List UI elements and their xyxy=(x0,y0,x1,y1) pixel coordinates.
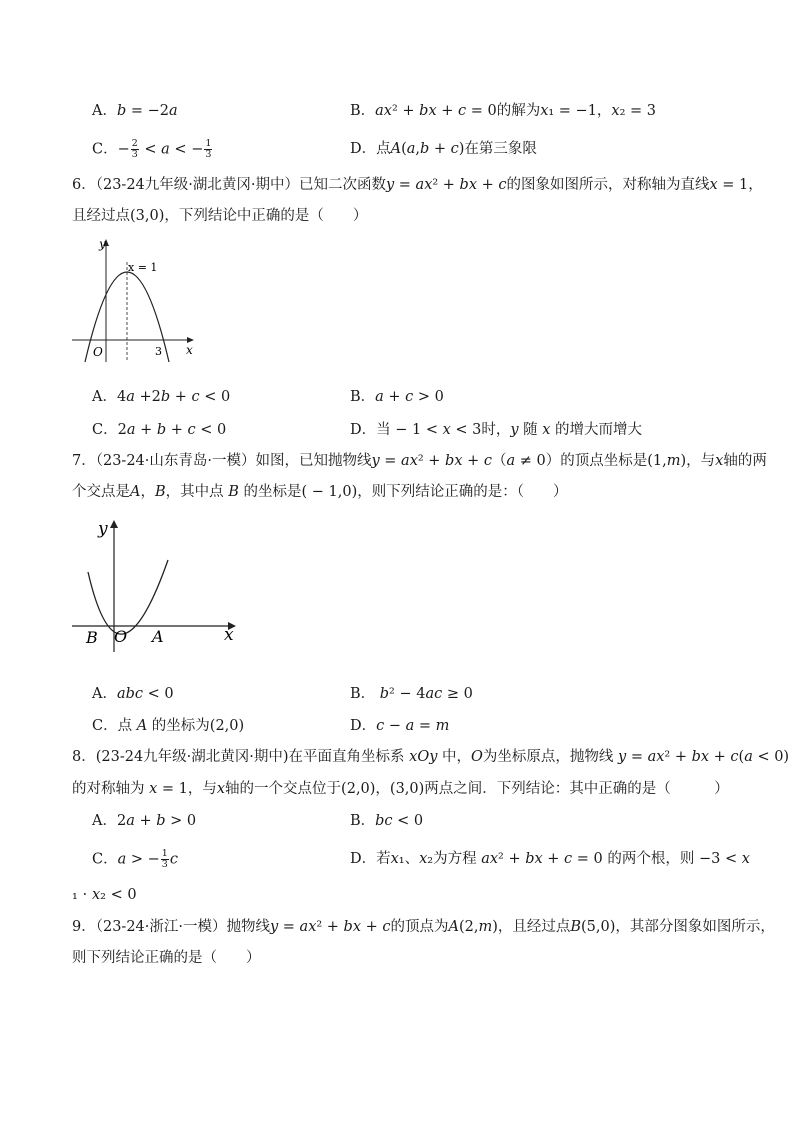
q7-option-b: B． 𝑏² − 4𝑎𝑐 ≥ 0 xyxy=(350,686,473,702)
frac-denominator: 3 xyxy=(161,859,168,870)
q5-option-c-prefix: C． xyxy=(92,141,118,158)
q5-option-c xyxy=(92,139,213,160)
q7-y-label: y xyxy=(98,519,108,539)
q6-three-label: 3 xyxy=(155,345,162,358)
q8-option-c xyxy=(92,849,178,870)
q7-option-c: C．点 𝐴 的坐标为(2,0) xyxy=(92,718,245,734)
q8-option-b: B．𝑏𝑐 < 0 xyxy=(350,813,424,829)
q7-x-label: x xyxy=(224,625,234,645)
q6-parabola-figure xyxy=(68,234,198,364)
q9-stem-line2: 则下列结论正确的是（ ） xyxy=(72,950,261,966)
q7-origin-label: O xyxy=(114,627,128,646)
q5-option-b: B．𝑎𝑥² + 𝑏𝑥 + 𝑐 = 0的解为𝑥₁ = −1，𝑥₂ = 3 xyxy=(350,103,657,119)
q8-stem-line2: 的对称轴为 𝑥 = 1，与𝑥轴的一个交点位于(2,0)，(3,0)两点之间．下列结论：其中正确的是（ ） xyxy=(72,781,729,797)
q7-option-a: A．𝑎𝑏𝑐 < 0 xyxy=(92,686,174,702)
q8-option-c-frac xyxy=(161,849,169,870)
q8-stem-line1: 8．(23-24九年级·湖北黄冈·期中)在平面直角坐标系 𝑥𝑂𝑦 中，𝑂为坐标原点，抛物线 𝑦 = 𝑎𝑥² + 𝑏𝑥 + 𝑐(𝑎 < 0) xyxy=(72,749,790,765)
q8-option-c-suffix: 𝑐 xyxy=(169,851,178,868)
q6-x-label: x xyxy=(186,343,193,357)
q5-option-c-frac1 xyxy=(131,139,139,160)
q6-option-c: C．2𝑎 + 𝑏 + 𝑐 < 0 xyxy=(92,422,227,438)
q7-a-label: A xyxy=(152,627,164,646)
q6-option-a: A．4𝑎 +2𝑏 + 𝑐 < 0 xyxy=(92,389,231,405)
q6-stem-line2: 且经过点(3,0)，下列结论中正确的是（ ） xyxy=(72,208,368,224)
q8-option-a: A．2𝑎 + 𝑏 > 0 xyxy=(92,813,197,829)
q5-option-a: A．𝑏 = −2𝑎 xyxy=(92,103,178,119)
q7-stem-line1: 7．（23-24·山东青岛·一模）如图，已知抛物线𝑦 = 𝑎𝑥² + 𝑏𝑥 + 𝑐（𝑎 ≠ 0）的顶点坐标是(1,𝑚)，与𝑥轴的两 xyxy=(72,453,767,469)
q8-option-d: D．若𝑥₁、𝑥₂为方程 𝑎𝑥² + 𝑏𝑥 + 𝑐 = 0 的两个根，则 −3 < 𝑥 xyxy=(350,851,750,867)
q7-stem-line2: 个交点是𝐴，𝐵，其中点 𝐵 的坐标是( − 1,0)，则下列结论正确的是：（ ） xyxy=(72,484,568,500)
q5-option-c-minus: − xyxy=(117,141,130,158)
q6-origin-label: O xyxy=(93,345,103,359)
q7-parabola-figure xyxy=(68,512,240,662)
q7-y-arrow-icon xyxy=(110,520,118,528)
frac-numerator: 2 xyxy=(131,138,138,149)
frac-numerator: 1 xyxy=(161,848,168,859)
q5-option-c-mid: < 𝑎 < − xyxy=(144,141,204,158)
q7-b-label: B xyxy=(86,628,98,647)
frac-denominator: 3 xyxy=(205,149,212,160)
q8-option-c-prefix: C．𝑎 > − xyxy=(92,851,160,868)
q6-option-d: D．当 − 1 < 𝑥 < 3时，𝑦 随 𝑥 的增大而增大 xyxy=(350,422,643,438)
frac-denominator: 3 xyxy=(131,149,138,160)
q6-axis-label: x = 1 xyxy=(128,261,158,274)
q8-option-d-continued: ₁ ⋅ 𝑥₂ < 0 xyxy=(72,887,137,903)
q6-option-b: B．𝑎 + 𝑐 > 0 xyxy=(350,389,444,405)
frac-numerator: 1 xyxy=(205,138,212,149)
q6-stem-line1: 6．（23-24九年级·湖北黄冈·期中）已知二次函数𝑦 = 𝑎𝑥² + 𝑏𝑥 + 𝑐的图象如图所示，对称轴为直线𝑥 = 1， xyxy=(72,177,763,193)
q7-parabola-curve xyxy=(88,560,168,634)
q6-y-label: y xyxy=(99,237,106,251)
q9-stem-line1: 9．（23-24·浙江·一模）抛物线𝑦 = 𝑎𝑥² + 𝑏𝑥 + 𝑐的顶点为𝐴(2,𝑚)，且经过点𝐵(5,0)，其部分图象如图所示， xyxy=(72,919,775,935)
q7-option-d: D．𝑐 − 𝑎 = 𝑚 xyxy=(350,718,450,734)
q5-option-d: D．点𝐴(𝑎,𝑏 + 𝑐)在第三象限 xyxy=(350,141,537,157)
q5-option-c-frac2 xyxy=(204,139,212,160)
